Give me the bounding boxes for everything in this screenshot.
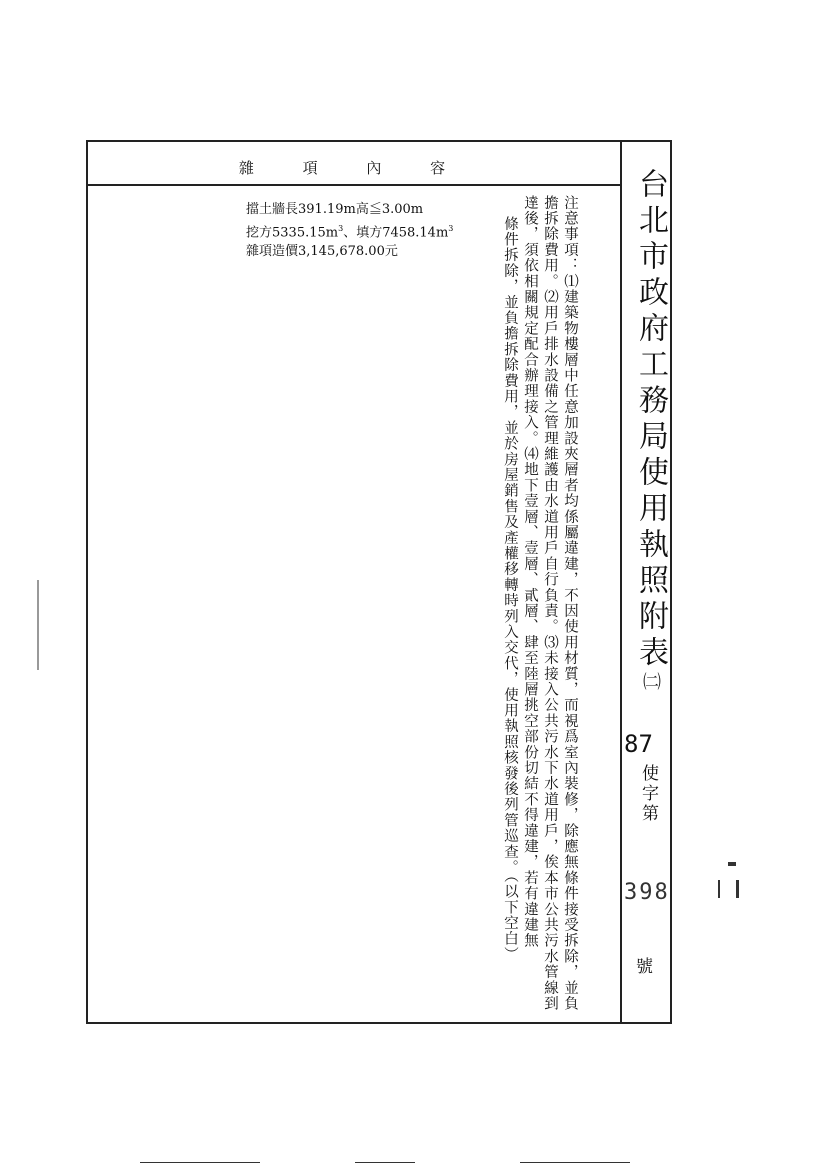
document-title <box>630 168 670 696</box>
permit-number: 398 <box>624 880 670 905</box>
notes-block <box>500 195 580 1015</box>
cube-superscript: 3 <box>338 224 344 233</box>
title-divider <box>620 140 622 1024</box>
cost-line: 雜項造價3,145,678.00元 <box>246 244 398 260</box>
scan-mark <box>37 580 39 670</box>
column-header: 雜 項 內 容 <box>238 159 468 177</box>
title-suffix: ㈡ <box>640 672 661 696</box>
scan-mark <box>520 1162 630 1163</box>
notes-paragraph: 注意事項：⑴建築物樓層中任意加設夾層者均係屬違建，不因使用材質，而視爲室內裝修，除應無條件接受拆除，並負擔拆除費用。⑵用戶排水設備之管理維護由水道用戶自行負責。⑶未接入公共污水下水道用戶，俟本市公共污水管線到達後，須依相關規定配合辦理接入。⑷地下壹層、壹層、貳層、肆至陸層挑空部份切結不得違建，若有違建無 <box>522 195 578 1012</box>
permit-year: 87 <box>624 730 653 758</box>
title-text: 台北市政府工務局使用執照附表 <box>633 168 668 672</box>
fill-volume: 、填方7458.14m <box>343 225 449 241</box>
earthwork-line <box>246 219 453 242</box>
permit-suffix: 號 <box>636 957 653 977</box>
header-divider <box>88 184 620 186</box>
scan-mark <box>718 880 720 898</box>
permit-type: 使字第 <box>638 764 658 824</box>
cube-superscript: 3 <box>448 224 454 233</box>
calculation-block <box>246 200 453 261</box>
document-frame <box>86 140 672 1024</box>
notes-paragraph-continued: 條件拆除，並負擔拆除費用，並於房屋銷售及產權移轉時列入交代，使用執照核發後列管巡查。（以下空白） <box>502 216 518 963</box>
excavation-volume: 挖方5335.15m <box>246 225 339 241</box>
scan-mark <box>728 862 736 866</box>
scan-mark <box>140 1162 260 1163</box>
scan-mark <box>355 1162 415 1163</box>
scan-mark <box>736 880 739 898</box>
retaining-wall-line: 擋土牆長391.19m高≦3.00m <box>246 202 424 217</box>
